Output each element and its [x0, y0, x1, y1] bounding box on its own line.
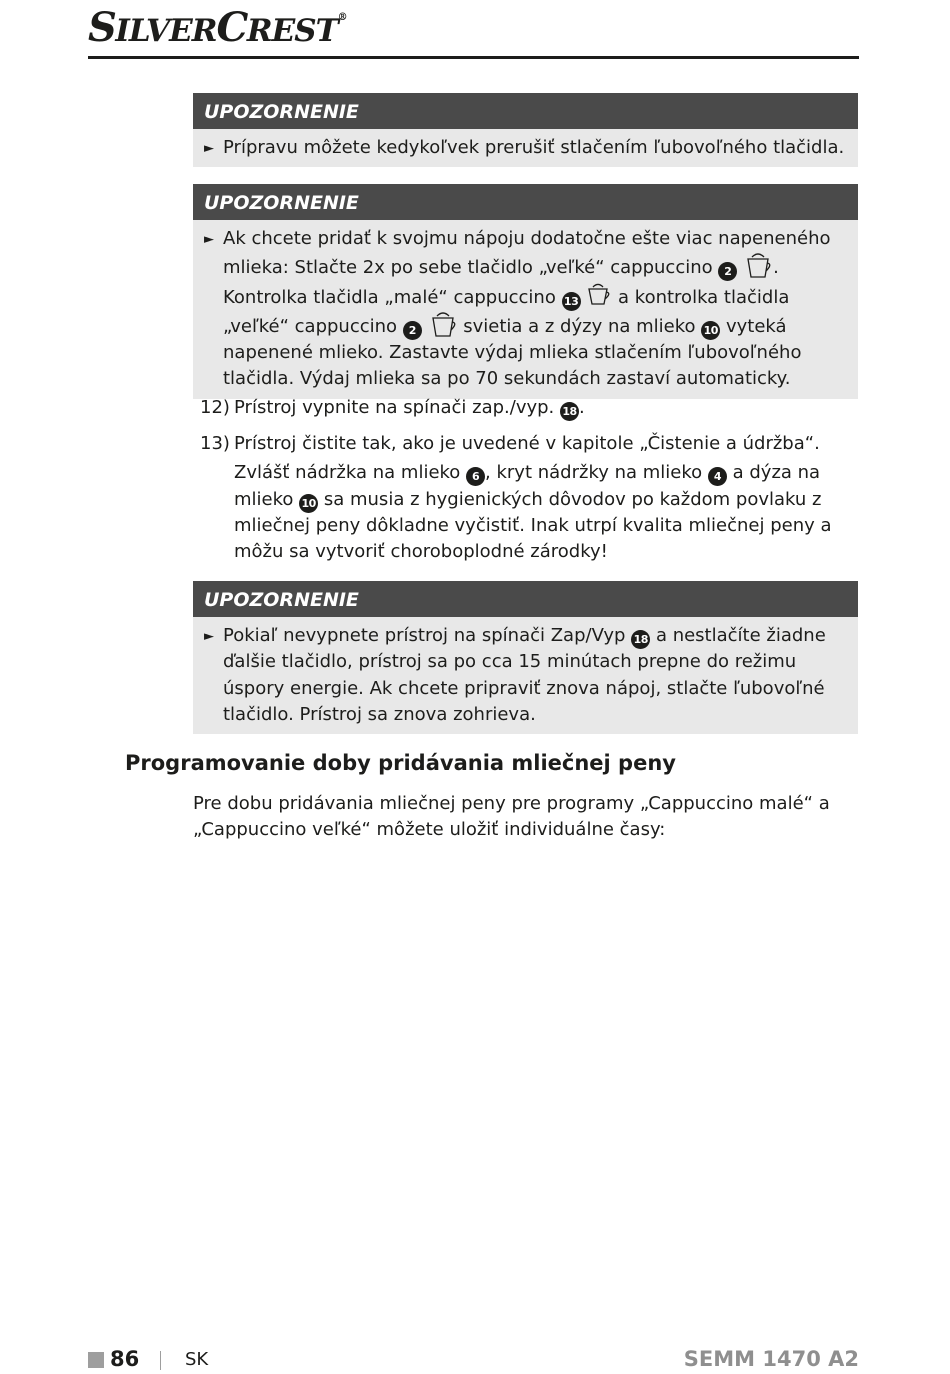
notice-body: ► Prípravu môžete kedykoľvek prerušiť stlačením ľubovoľného tlačidla.: [193, 129, 858, 167]
notice-body: ► Ak chcete pridať k svojmu nápoju dodatočne ešte viac napeneného mlieka: Stlačte 2x po sebe tlačidlo „veľké“ cappuccino 2 . Kontrolka tlačidla „malé“ cappuccino 13 a kontrolka tlačidla „veľké“ cappuccino 2 svietia a z dýzy na mlieko 10 vyteká napenené mlieko. Zastavte výdaj mlieka stlačením ľubovoľného tlačidla. Výdaj mlieka sa po 70 sekundách zastaví automaticky.: [204, 228, 831, 390]
part-number-badge: 4: [708, 467, 727, 486]
part-number-badge: 6: [466, 467, 485, 486]
triangle-bullet-icon: ►: [204, 629, 214, 644]
notice-box: [193, 93, 858, 167]
step-text: Prístroj čistite tak, ako je uvedené v kapitole „Čistenie a údržba“. Zvlášť nádržka na mlieko 6 , kryt nádržky na mlieko 4 a dýza na mlieko 10 sa musia z hygienických dôvodov po každom povlaku z mliečnej peny dôkladne vyčistiť. Inak utrpí kvalita mliečnej peny a môžu sa vytvoriť choroboplodné zárodky!: [234, 433, 832, 563]
triangle-bullet-icon: ►: [204, 232, 214, 247]
language-code: SK: [185, 1349, 209, 1370]
triangle-bullet-icon: ►: [204, 141, 214, 156]
silvercrest-logo: SILVERCREST®: [88, 4, 348, 51]
notice-box: [193, 184, 858, 399]
header-rule: [88, 56, 859, 59]
section-paragraph: Pre dobu pridávania mliečnej peny pre programy „Cappuccino malé“ a „Cappuccino veľké“ môžete uložiť individuálne časy:: [193, 793, 830, 841]
notice-box: [193, 581, 858, 734]
notice-title: UPOZORNENIE: [193, 581, 858, 617]
part-number-badge: 10: [299, 494, 318, 513]
part-number-badge: 18: [560, 402, 579, 421]
notice-body: ► Pokiaľ nevypnete prístroj na spínači Zap/Vyp 18 a nestlačíte žiadne ďalšie tlačidlo, prístroj sa po cca 15 minútach prepne do režimu úspory energie. Ak chcete pripraviť znova nápoj, stlačte ľubovoľné tlačidlo. Prístroj sa znova zohrieva.: [204, 625, 826, 725]
footer-divider: [160, 1351, 161, 1370]
notice-title: UPOZORNENIE: [193, 184, 858, 220]
part-number-badge: 2: [718, 262, 737, 281]
step-text: Prístroj vypnite na spínači zap./vyp. 18 .: [234, 395, 855, 421]
step-number: 13): [200, 433, 230, 454]
page-number: 86: [110, 1347, 140, 1371]
part-number-badge: 10: [701, 321, 720, 340]
footer-square-marker: [88, 1352, 104, 1368]
step-number: 12): [200, 397, 230, 418]
model-code: SEMM 1470 A2: [683, 1347, 859, 1371]
small-cup-icon: [586, 282, 612, 308]
step-item: [200, 395, 855, 421]
section-heading: Programovanie doby pridávania mliečnej peny: [125, 751, 676, 775]
notice-title: UPOZORNENIE: [193, 93, 858, 129]
step-item: [200, 431, 855, 565]
part-number-badge: 2: [403, 321, 422, 340]
large-cup-icon: [743, 252, 773, 278]
part-number-badge: 18: [631, 630, 650, 649]
part-number-badge: 13: [562, 292, 581, 311]
large-cup-icon: [428, 311, 458, 337]
